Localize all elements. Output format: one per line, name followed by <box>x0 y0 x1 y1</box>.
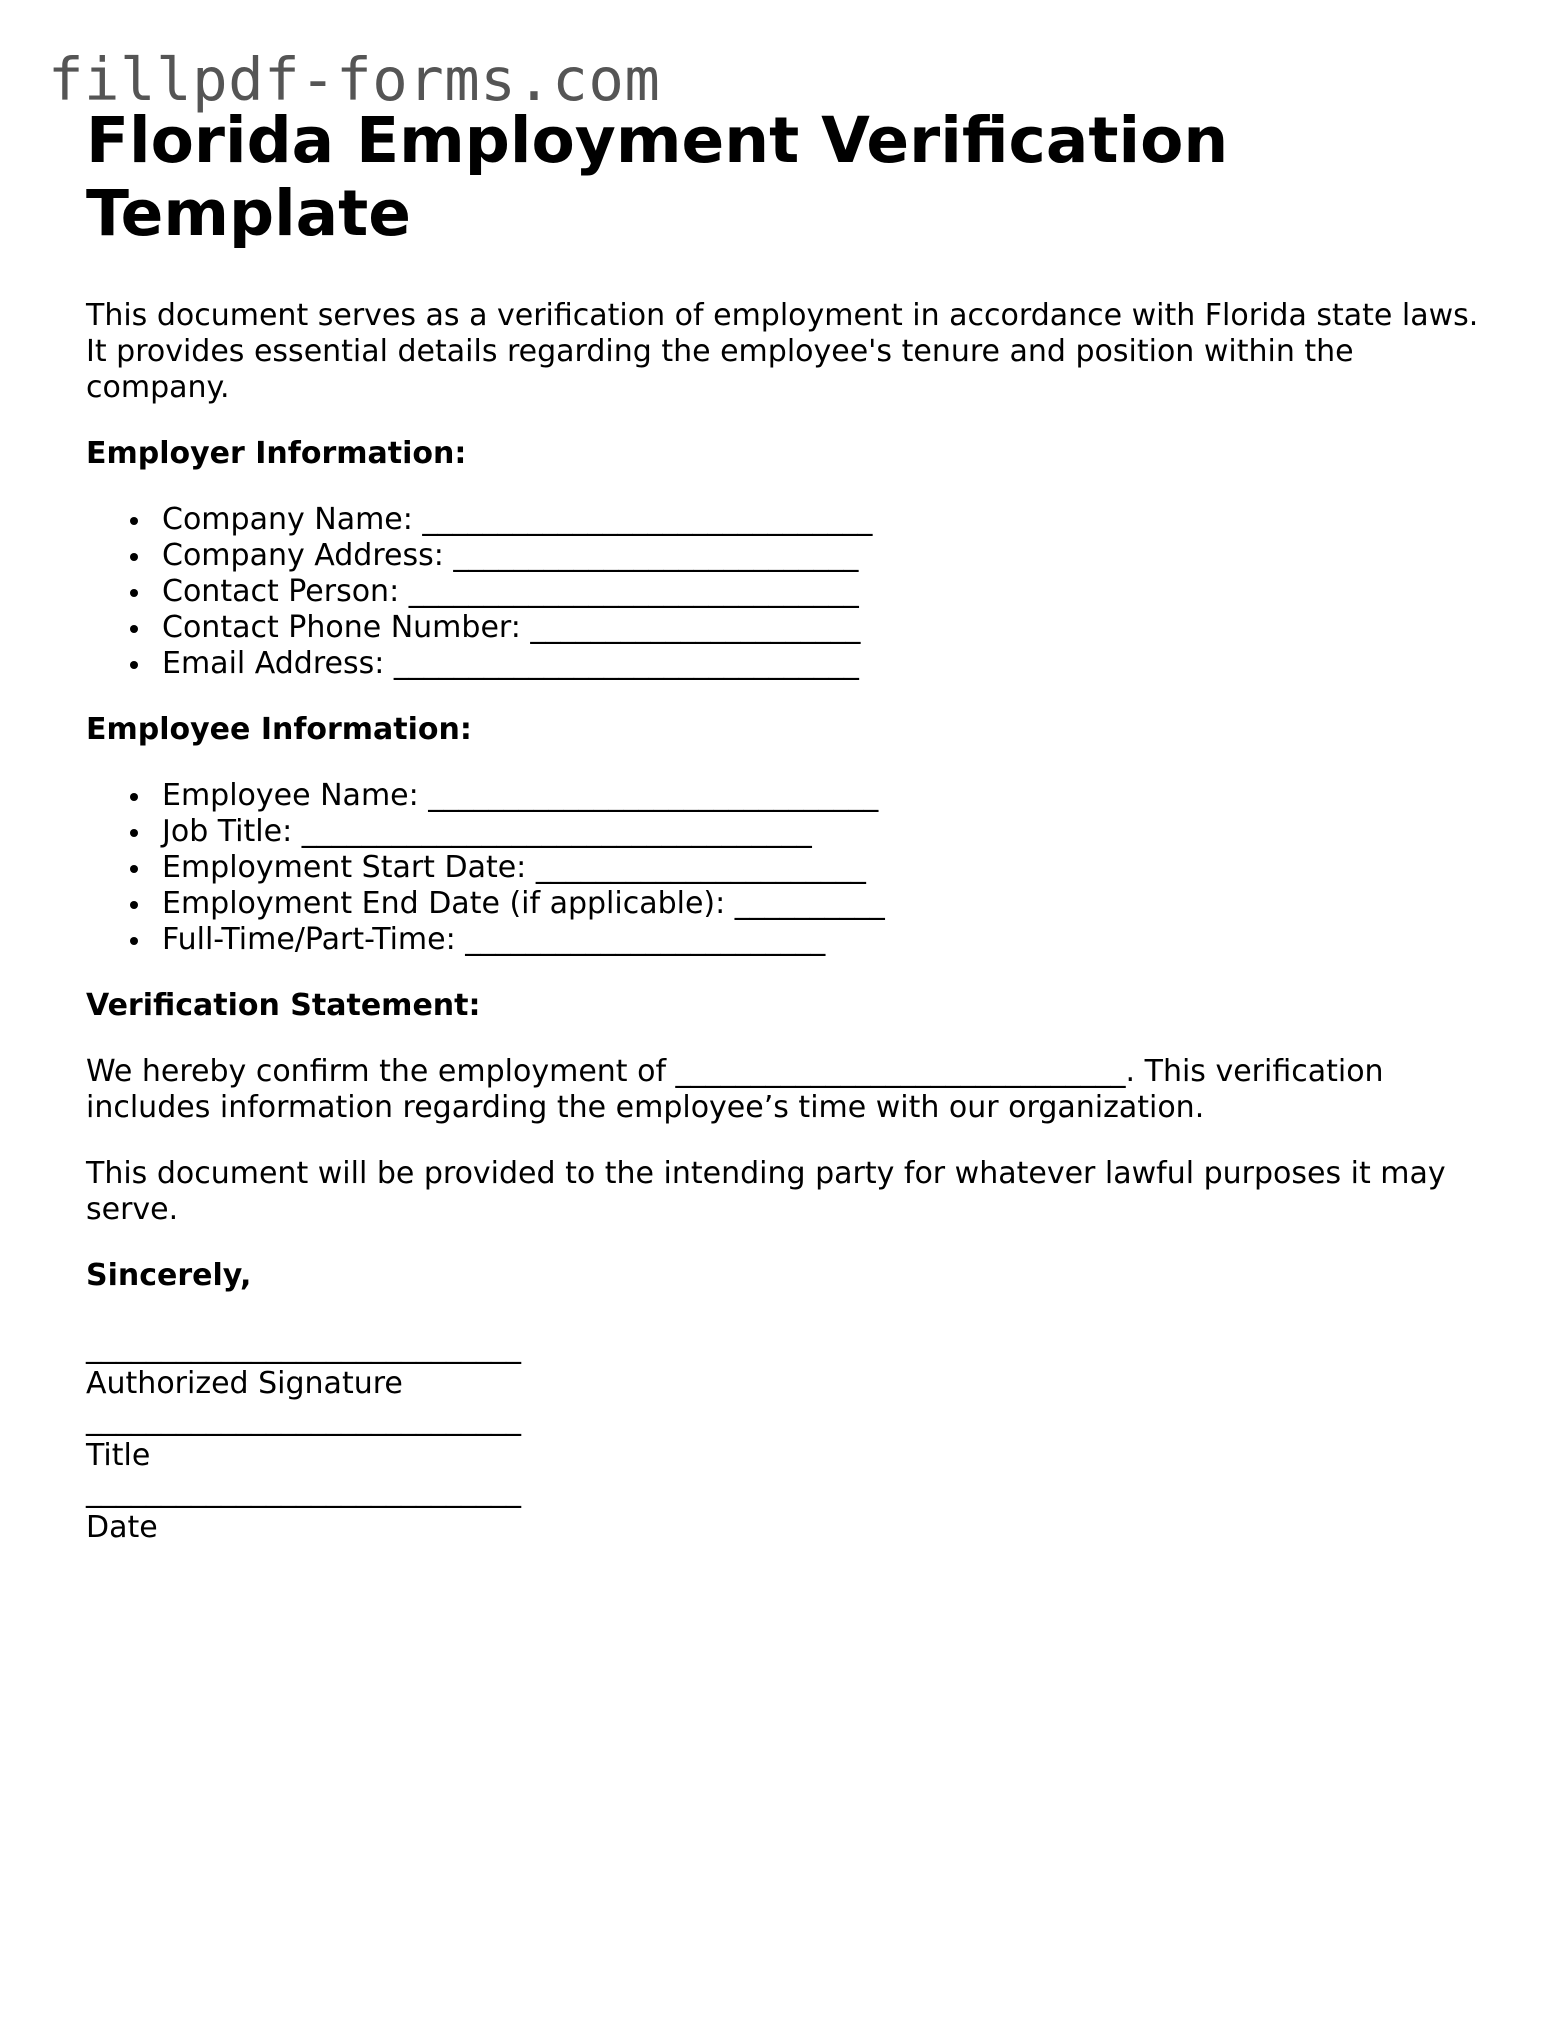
job-title-field[interactable]: Job Title: __________________________________ <box>162 814 1486 850</box>
watermark: fillpdf-forms.com <box>48 45 661 114</box>
employee-list <box>86 778 1486 958</box>
email-address-field[interactable]: Email Address: _______________________________ <box>162 646 1486 682</box>
employment-type-field[interactable]: Full-Time/Part-Time: ________________________ <box>162 922 1486 958</box>
contact-person-field[interactable]: Contact Person: ______________________________ <box>162 574 1486 610</box>
company-name-field[interactable]: Company Name: ______________________________ <box>162 502 1486 538</box>
end-date-field[interactable]: Employment End Date (if applicable): __________ <box>162 886 1486 922</box>
intro-paragraph: This document serves as a verification of employment in accordance with Florida state laws. It provides essential details regarding the employee's tenure and position within the company. <box>86 298 1479 405</box>
title-label: Title <box>86 1438 151 1473</box>
employee-heading: Employee Information: <box>86 712 472 747</box>
contact-phone-field[interactable]: Contact Phone Number: ______________________ <box>162 610 1486 646</box>
start-date-field[interactable]: Employment Start Date: ______________________ <box>162 850 1486 886</box>
purpose-paragraph: This document will be provided to the intending party for whatever lawful purposes it may serve. <box>86 1156 1446 1227</box>
verification-heading: Verification Statement: <box>86 988 481 1023</box>
verification-statement[interactable]: We hereby confirm the employment of ______________________________. This verification includes information regarding the employee’s time with our organization. <box>86 1054 1384 1125</box>
company-address-field[interactable]: Company Address: ___________________________ <box>162 538 1486 574</box>
page-title: Florida Employment Verification Template <box>86 104 1229 250</box>
closing-salutation: Sincerely, <box>86 1258 252 1293</box>
employee-name-field[interactable]: Employee Name: ______________________________ <box>162 778 1486 814</box>
date-label: Date <box>86 1510 158 1545</box>
signature-label: Authorized Signature <box>86 1366 403 1401</box>
date-line[interactable]: _____________________________ <box>86 1474 521 1509</box>
signature-line[interactable]: _____________________________ <box>86 1330 521 1365</box>
employer-heading: Employer Information: <box>86 436 467 471</box>
employer-list <box>86 502 1486 682</box>
title-line[interactable]: _____________________________ <box>86 1402 521 1437</box>
document-body <box>86 104 1486 1546</box>
signature-block <box>86 1330 1486 1546</box>
